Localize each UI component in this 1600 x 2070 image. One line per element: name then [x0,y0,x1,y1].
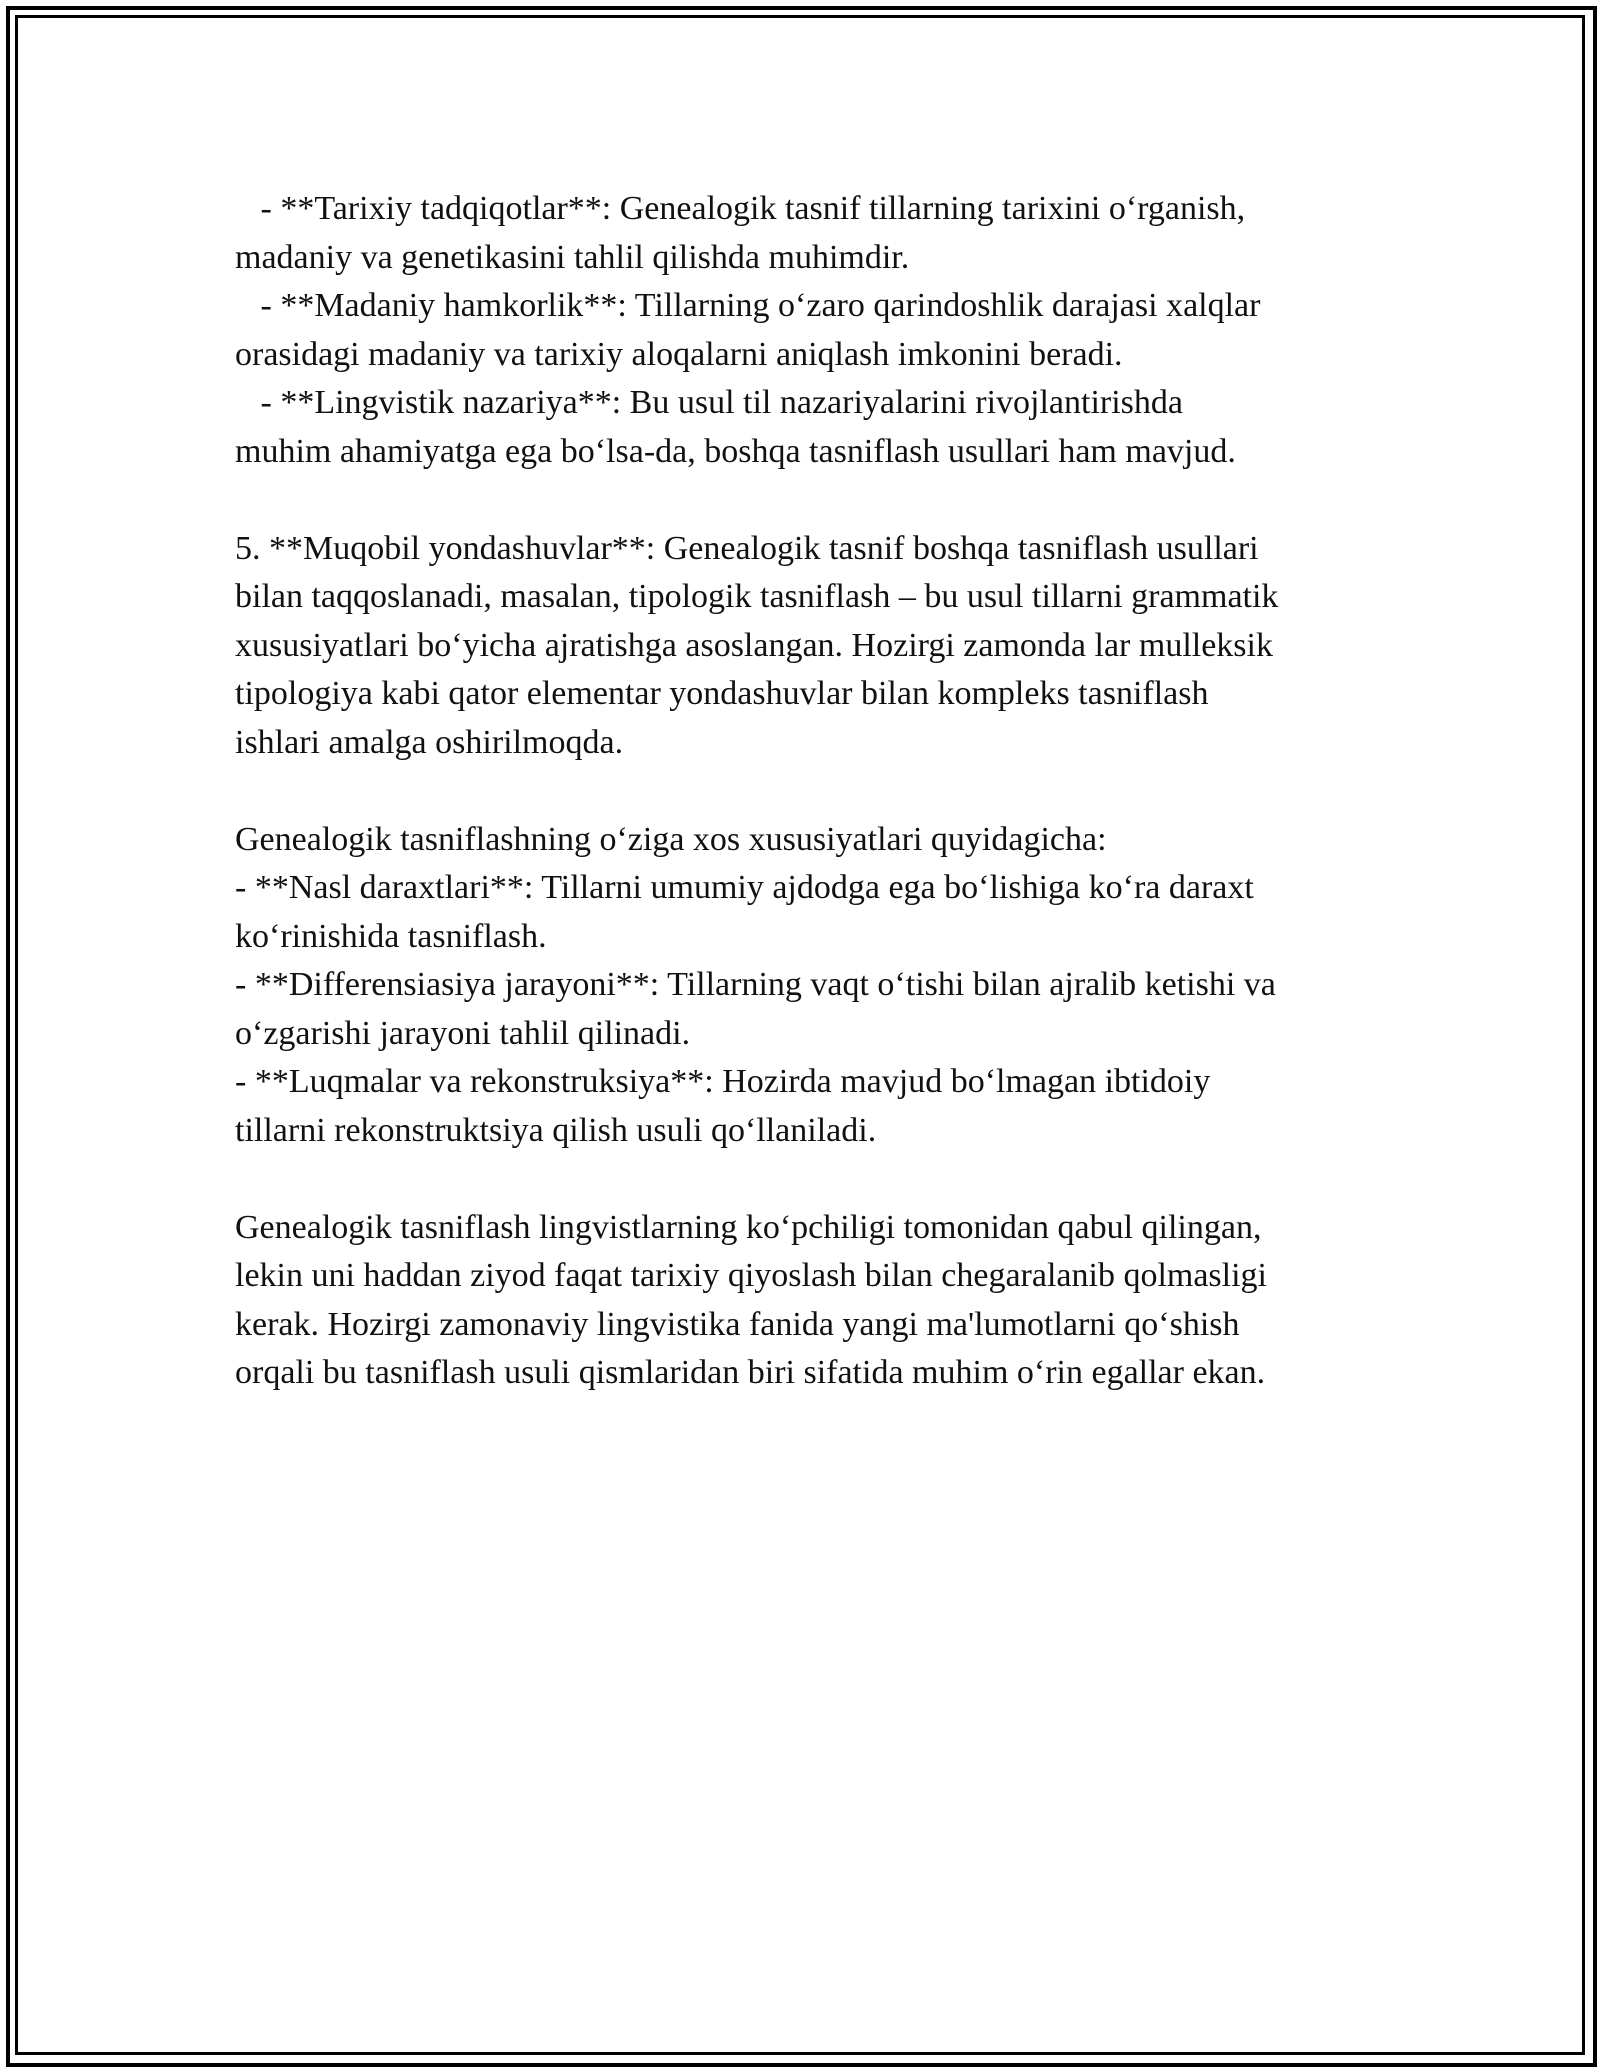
paragraph-gap [235,476,1375,525]
text-line: - **Lingvistik nazariya**: Bu usul til nazariyalarini rivojlantirishda [235,384,1183,421]
text-line: - **Luqmalar va rekonstruksiya**: Hozirda mavjud bo‘lmagan ibtidoiy [235,1063,1211,1100]
paragraph-gap [235,1155,1375,1204]
text-line: bilan taqqoslanadi, masalan, tipologik tasniflash – bu usul tillarni grammatik [235,578,1279,615]
text-line: Genealogik tasniflash lingvistlarning ko‘pchiligi tomonidan qabul qilingan, [235,1208,1262,1246]
text-line: lekin uni haddan ziyod faqat tarixiy qiyoslash bilan chegaralanib qolmasligi [235,1257,1268,1294]
text-line: orasidagi madaniy va tarixiy aloqalarni aniqlash imkonini beradi. [235,335,1123,373]
text-line: o‘zgarishi jarayoni tahlil qilinadi. [235,1014,691,1052]
text-line: muhim ahamiyatga ega bo‘lsa-da, boshqa tasniflash usullari ham mavjud. [235,432,1236,470]
text-line: madaniy va genetikasini tahlil qilishda muhimdir. [235,238,910,276]
paragraph-gap [235,767,1375,816]
text-line: kerak. Hozirgi zamonaviy lingvistika fanida yangi ma'lumotlarni qo‘shish [235,1305,1240,1343]
text-line: 5. **Muqobil yondashuvlar**: Genealogik tasnif boshqa tasniflash usullari [235,529,1259,567]
text-line: xususiyatlari bo‘yicha ajratishga asoslangan. Hozirgi zamonda lar mulleksik [235,626,1273,664]
document-body [235,185,1375,1398]
text-line: Genealogik tasniflashning o‘ziga xos xususiyatlari quyidagicha: [235,820,1107,858]
text-line: - **Tarixiy tadqiqotlar**: Genealogik tasnif tillarning tarixini o‘rganish, [235,190,1246,227]
text-line: tillarni rekonstruktsiya qilish usuli qo‘llaniladi. [235,1111,877,1149]
text-line: - **Madaniy hamkorlik**: Tillarning o‘zaro qarindoshlik darajasi xalqlar [235,287,1261,324]
text-line: - **Nasl daraxtlari**: Tillarni umumiy ajdodga ega bo‘lishiga ko‘ra daraxt [235,869,1254,906]
text-line: ishlari amalga oshirilmoqda. [235,723,624,761]
text-line: orqali bu tasniflash usuli qismlaridan biri sifatida muhim o‘rin egallar ekan. [235,1354,1266,1391]
text-line: tipologiya kabi qator elementar yondashuvlar bilan kompleks tasniflash [235,675,1209,712]
text-line: - **Differensiasiya jarayoni**: Tillarning vaqt o‘tishi bilan ajralib ketishi va [235,966,1276,1003]
text-line: ko‘rinishida tasniflash. [235,917,547,955]
